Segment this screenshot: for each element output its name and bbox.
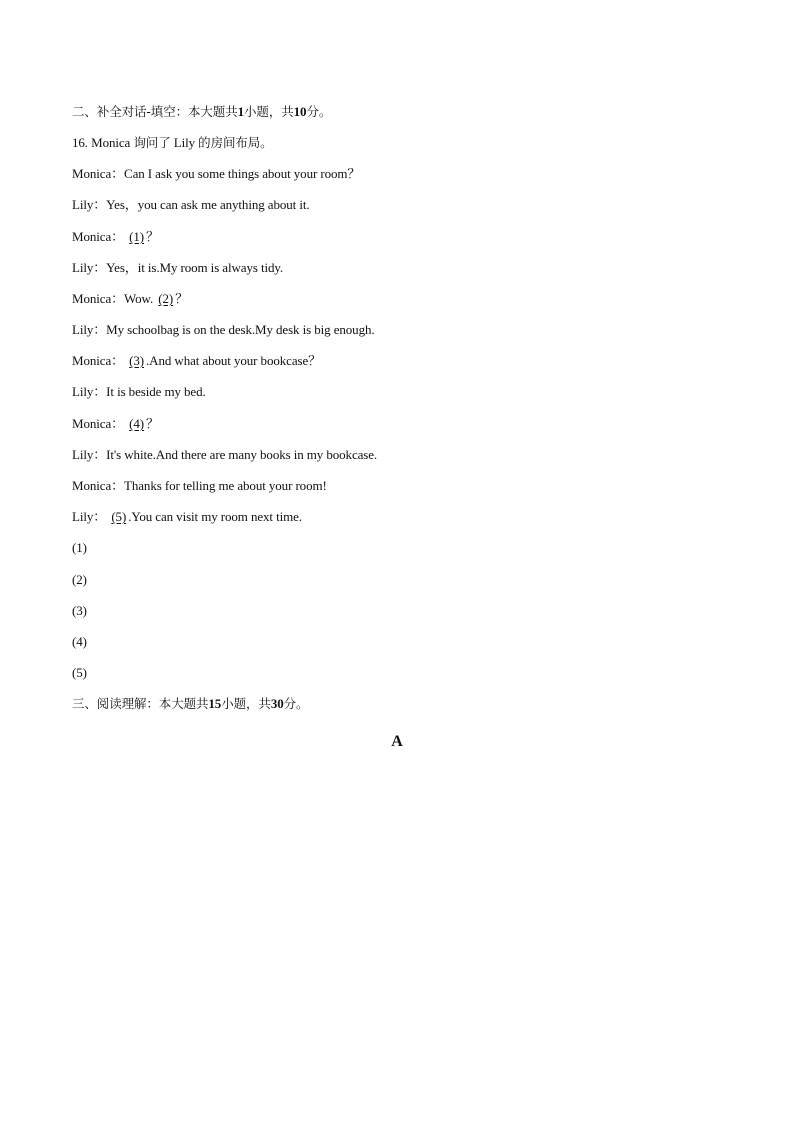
dialogue-line [72,447,377,463]
section-heading-3-mid: 小题，共 [221,696,271,711]
dialogue-line [72,197,310,213]
line-text: Thanks for telling me about your room! [124,478,327,493]
section-heading-2-count: 1 [237,104,245,119]
section-heading-3-prefix: 三、阅读理解：本大题共 [72,696,209,711]
dialogue-line [72,229,159,245]
line-text-after: .You can visit my room next time. [128,509,302,524]
dialogue-line [72,478,327,494]
question-text-cn1: 询问了 [133,135,171,150]
dialogue-line [72,291,188,307]
line-text: It's white.And there are many books in my bookcase. [106,447,378,462]
dialogue-line [72,416,159,432]
line-text: Wow. [124,291,154,306]
speaker: Monica： [72,229,125,244]
section-heading-2-prefix: 二、补全对话-填空：本大题共 [72,104,238,119]
speaker: Lily： [72,322,107,337]
speaker: Monica： [72,478,125,493]
section-heading-3-score: 30 [270,696,284,711]
line-text-after: .And what about your bookcase？ [146,353,322,368]
dialogue-line [72,353,321,369]
question-text-cn2: 的房间布局。 [198,135,273,150]
speaker: Monica： [72,353,125,368]
answer-line-1[interactable]: (1) [72,540,87,555]
line-text-after: ？ [146,416,159,431]
line-text-after: ？ [146,229,159,244]
question-number: 16. [72,135,88,150]
answer-line-3[interactable]: (3) [72,603,87,618]
line-text: Yes，it is.My room is always tidy. [106,260,284,275]
speaker: Monica： [72,291,125,306]
line-text-after: ？ [175,291,189,306]
section-heading-3 [72,696,308,712]
line-text: Can I ask you some things about your room？ [124,166,361,181]
passage-label: A [391,733,403,750]
dialogue-line [72,166,360,182]
answer-blank-5[interactable]: (5) [111,509,127,524]
question-text-en1: Monica [91,135,131,150]
dialogue-line [72,509,302,525]
dialogue-line [72,260,283,276]
dialogue-line [72,322,375,338]
section-heading-2-suffix: 分。 [306,104,332,119]
answer-line-2[interactable]: (2) [72,572,87,587]
speaker: Lily： [72,447,107,462]
section-heading-3-count: 15 [208,696,222,711]
section-heading-2-mid: 小题，共 [244,104,294,119]
speaker: Monica： [72,166,125,181]
speaker: Lily： [72,260,107,275]
speaker: Lily： [72,384,107,399]
dialogue-line [72,384,206,400]
speaker: Lily： [72,509,107,524]
section-heading-2-score: 10 [293,104,307,119]
answer-line-5[interactable]: (5) [72,665,87,680]
line-text: Yes，you can ask me anything about it. [106,197,310,212]
answer-blank-2[interactable]: (2) [158,291,174,306]
section-heading-3-suffix: 分。 [283,696,309,711]
answer-blank-3[interactable]: (3) [129,353,145,368]
question-text-en2: Lily [173,135,196,150]
speaker: Lily： [72,197,107,212]
answer-blank-1[interactable]: (1) [129,229,145,244]
speaker: Monica： [72,416,125,431]
question-stem [72,135,273,151]
section-heading-2 [72,104,331,120]
line-text: My schoolbag is on the desk.My desk is big enough. [106,322,375,337]
line-text: It is beside my bed. [106,384,206,399]
answer-line-4[interactable]: (4) [72,634,87,649]
answer-blank-4[interactable]: (4) [129,416,145,431]
